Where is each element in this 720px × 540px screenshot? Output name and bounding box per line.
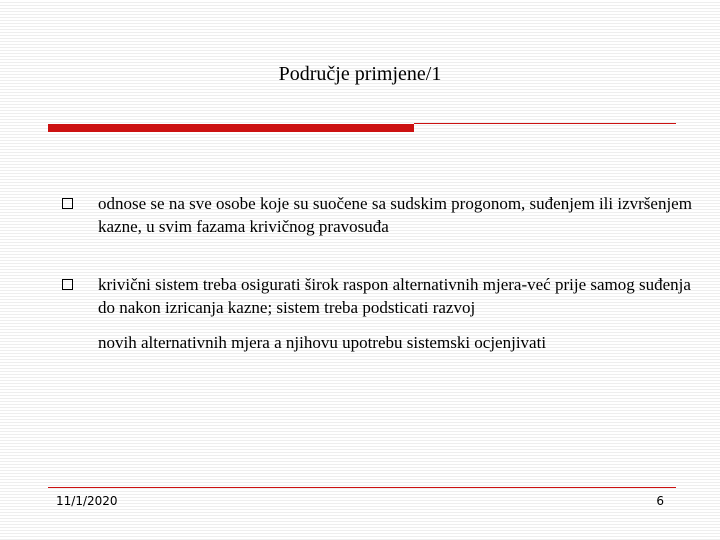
bullet-text-1: odnose se na sve osobe koje su suočene sa sudskim progonom, suđenjem ili izvršenjem kazne, u svim fazama krivičnog pravosuđa xyxy=(98,194,692,236)
bullet-text-2: krivični sistem treba osigurati širok raspon alternativnih mjera-već prije samog suđenja do nakon izricanja kazne; sistem treba podsticati razvoj xyxy=(98,275,691,317)
hollow-square-bullet-icon xyxy=(62,198,73,209)
footer-divider xyxy=(48,487,676,488)
footer-date: 11/1/2020 xyxy=(56,494,118,508)
title-underline-thin xyxy=(414,123,676,124)
hollow-square-bullet-icon xyxy=(62,279,73,290)
slide-title: Područje primjene/1 xyxy=(278,63,442,85)
bullet-text-2-continuation: novih alternativnih mjera a njihovu upotrebu sistemski ocjenjivati xyxy=(98,333,547,352)
page-number: 6 xyxy=(656,494,664,508)
title-underline-thick xyxy=(48,124,414,132)
